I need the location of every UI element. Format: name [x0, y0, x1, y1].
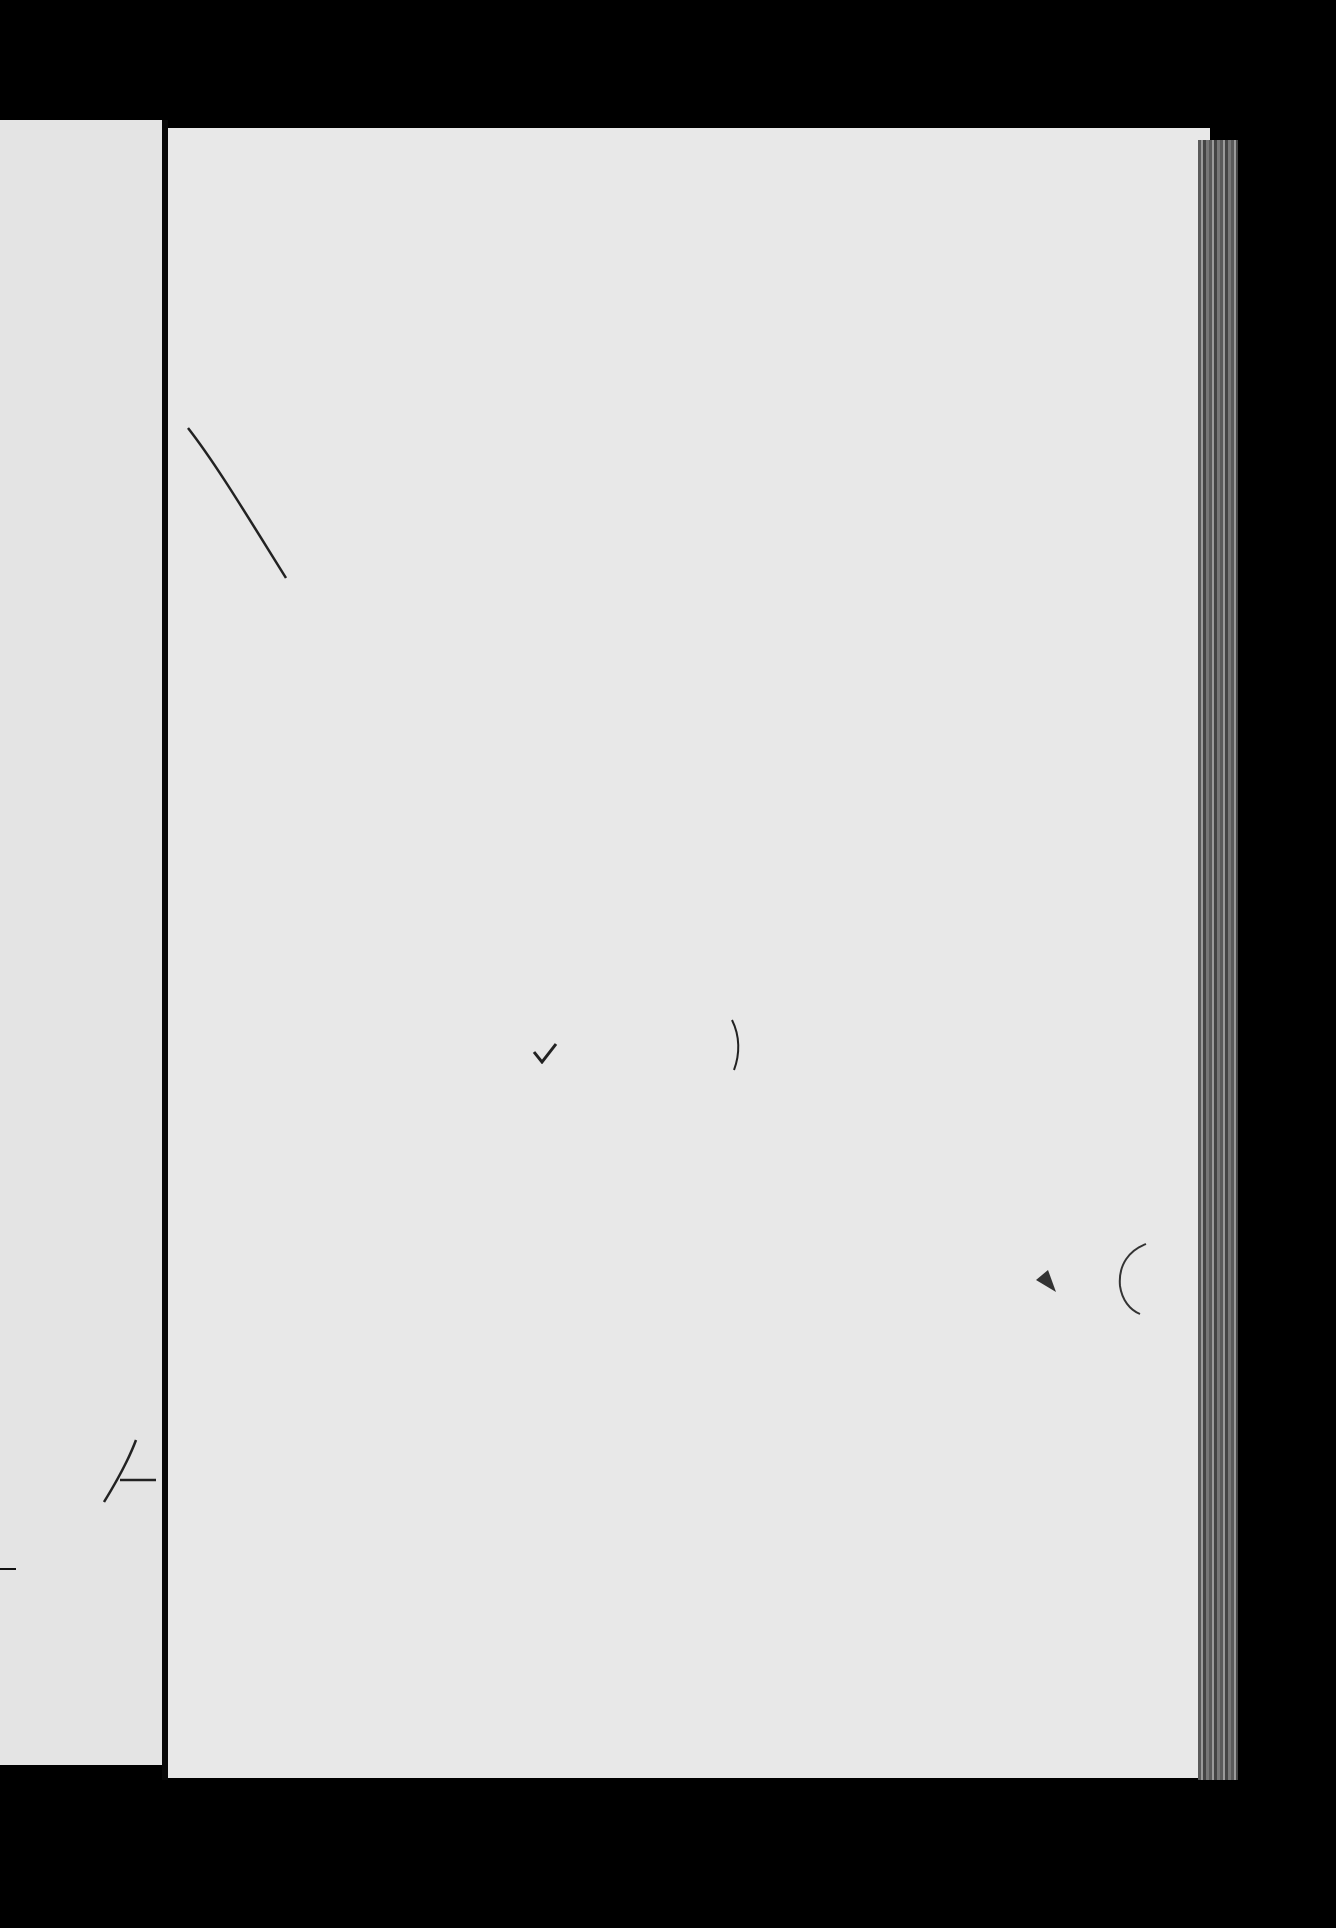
left-page-total-rule — [0, 1568, 16, 1570]
hook-mark — [100, 1436, 160, 1506]
tick-mark — [532, 1042, 558, 1064]
page-edges — [1198, 140, 1238, 1780]
left-page — [0, 120, 162, 1765]
right-page — [168, 128, 1210, 1778]
pen-stroke-mark — [186, 424, 296, 584]
bracket-mark — [728, 1018, 748, 1072]
curl-mark — [1034, 1240, 1154, 1320]
